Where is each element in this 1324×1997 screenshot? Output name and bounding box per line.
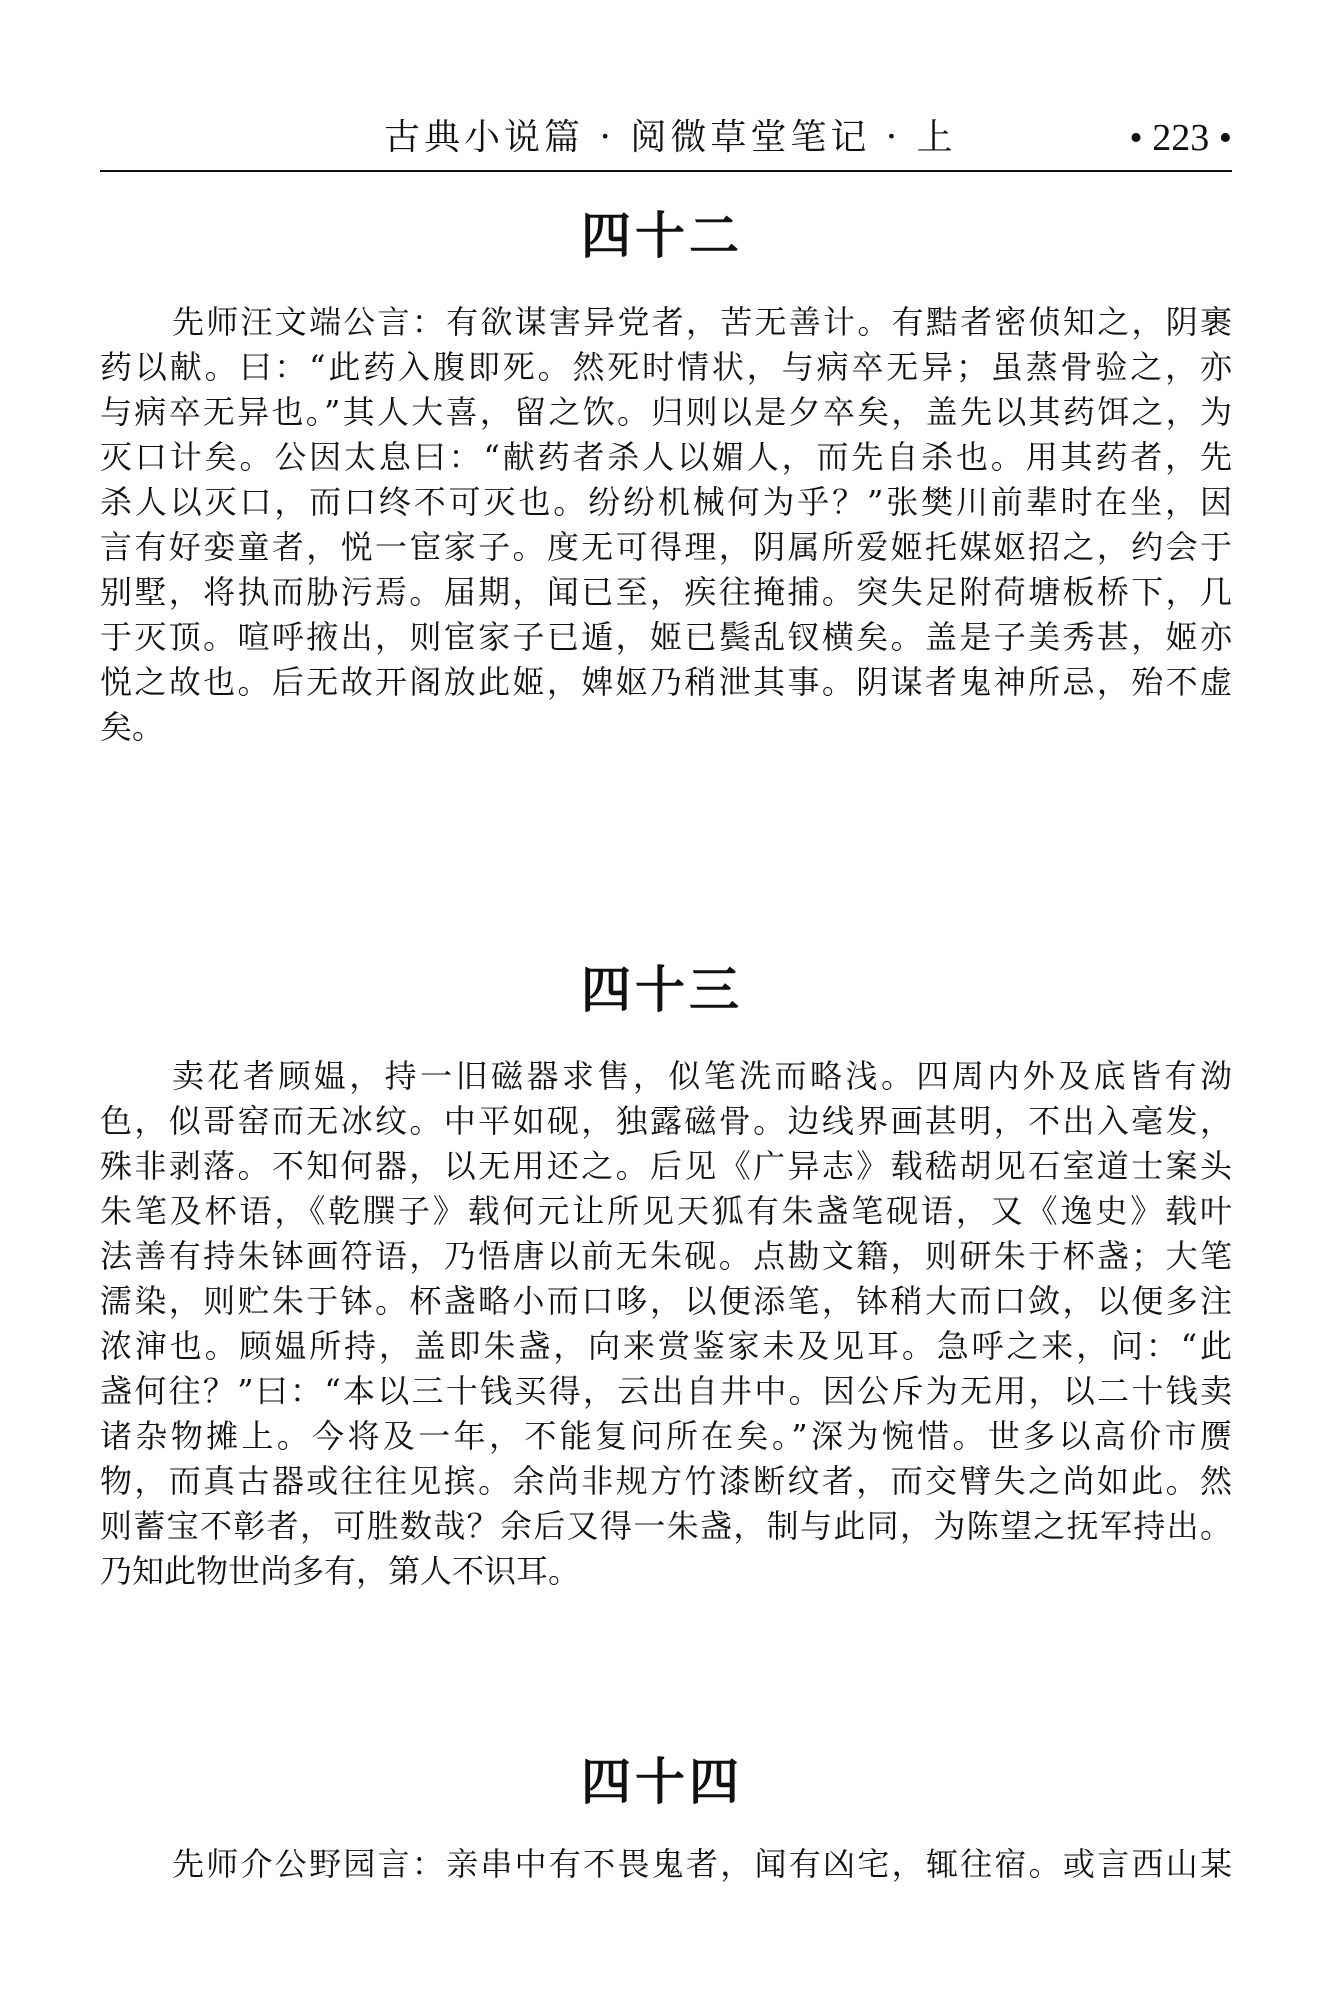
paragraph-line: 先师汪文端公言：有欲谋害异党者，苦无善计。有黠者密侦知之，阴裹 — [172, 303, 1232, 341]
section-body-42 — [100, 300, 1232, 750]
paragraph-line: 则蓄宝不彰者，可胜数哉？余后又得一朱盏，制与此同，为陈望之抚军持出。 — [100, 1507, 1232, 1545]
paragraph-line: 殊非剥落。不知何器，以无用还之。后见《广异志》载嵇胡见石室道士案头 — [100, 1147, 1232, 1185]
section-heading-43: 四十三 — [581, 961, 743, 1019]
section-body-43 — [100, 1054, 1232, 1594]
paragraph-line: 乃知此物世尚多有，第人不识耳。 — [100, 1552, 581, 1590]
running-title: 古典小说篇 · 阅微草堂笔记 · 上 — [384, 117, 957, 158]
paragraph-line: 濡染，则贮朱于钵。杯盏略小而口哆，以便添笔，钵稍大而口敛，以便多注 — [100, 1282, 1232, 1320]
paragraph-line: 物，而真古器或往往见摈。余尚非规方竹漆断纹者，而交臂失之尚如此。然 — [100, 1462, 1232, 1500]
paragraph-line: 杀人以灭口，而口终不可灭也。纷纷机械何为乎？”张樊川前辈时在坐，因 — [100, 483, 1232, 521]
section-heading-44: 四十四 — [581, 1753, 743, 1811]
paragraph-line: 先师介公野园言：亲串中有不畏鬼者，闻有凶宅，辄往宿。或言西山某 — [172, 1845, 1232, 1883]
paragraph-line: 言有好娈童者，悦一宦家子。度无可得理，阴属所爱姬托媒妪招之，约会于 — [100, 528, 1232, 566]
paragraph-line: 别墅，将执而胁污焉。届期，闻已至，疾往掩捕。突失足附荷塘板桥下，几 — [100, 573, 1232, 611]
paragraph-line: 灭口计矣。公因太息曰：“献药者杀人以媚人，而先自杀也。用其药者，先 — [100, 438, 1232, 476]
paragraph-line: 矣。 — [100, 708, 165, 746]
paragraph-line: 卖花者顾媪，持一旧磁器求售，似笔洗而略浅。四周内外及底皆有泑 — [172, 1057, 1232, 1095]
paragraph-line: 浓渖也。顾媪所持，盖即朱盏，向来赏鉴家未及见耳。急呼之来，问：“此 — [100, 1327, 1232, 1365]
section-body-44 — [100, 1842, 1232, 1887]
paragraph-line: 诸杂物摊上。今将及一年，不能复问所在矣。”深为惋惜。世多以高价市赝 — [100, 1417, 1232, 1455]
paragraph-line: 盏何往？”曰：“本以三十钱买得，云出自井中。因公斥为无用，以二十钱卖 — [100, 1372, 1232, 1410]
paragraph-line: 色，似哥窑而无冰纹。中平如砚，独露磁骨。边线界画甚明，不出入毫发， — [100, 1102, 1232, 1140]
paragraph-line: 朱笔及杯语，《乾𦠆子》载何元让所见天狐有朱盏笔砚语，又《逸史》载叶 — [100, 1192, 1232, 1230]
paragraph-line: 药以献。曰：“此药入腹即死。然死时情状，与病卒无异；虽蒸骨验之，亦 — [100, 348, 1232, 386]
page-number: • 223 • — [1129, 117, 1232, 159]
paragraph-line: 悦之故也。后无故开阁放此姬，婢妪乃稍泄其事。阴谋者鬼神所忌，殆不虚 — [100, 663, 1232, 701]
paragraph-line: 于灭顶。喧呼掖出，则宦家子已遁，姬已鬓乱钗横矣。盖是子美秀甚，姬亦 — [100, 618, 1232, 656]
paragraph-line: 与病卒无异也。”其人大喜，留之饮。归则以是夕卒矣，盖先以其药饵之，为 — [100, 393, 1232, 431]
section-heading-42: 四十二 — [581, 207, 743, 265]
running-header — [100, 108, 1232, 172]
paragraph-line: 法善有持朱钵画符语，乃悟唐以前无朱砚。点勘文籍，则研朱于杯盏；大笔 — [100, 1237, 1232, 1275]
